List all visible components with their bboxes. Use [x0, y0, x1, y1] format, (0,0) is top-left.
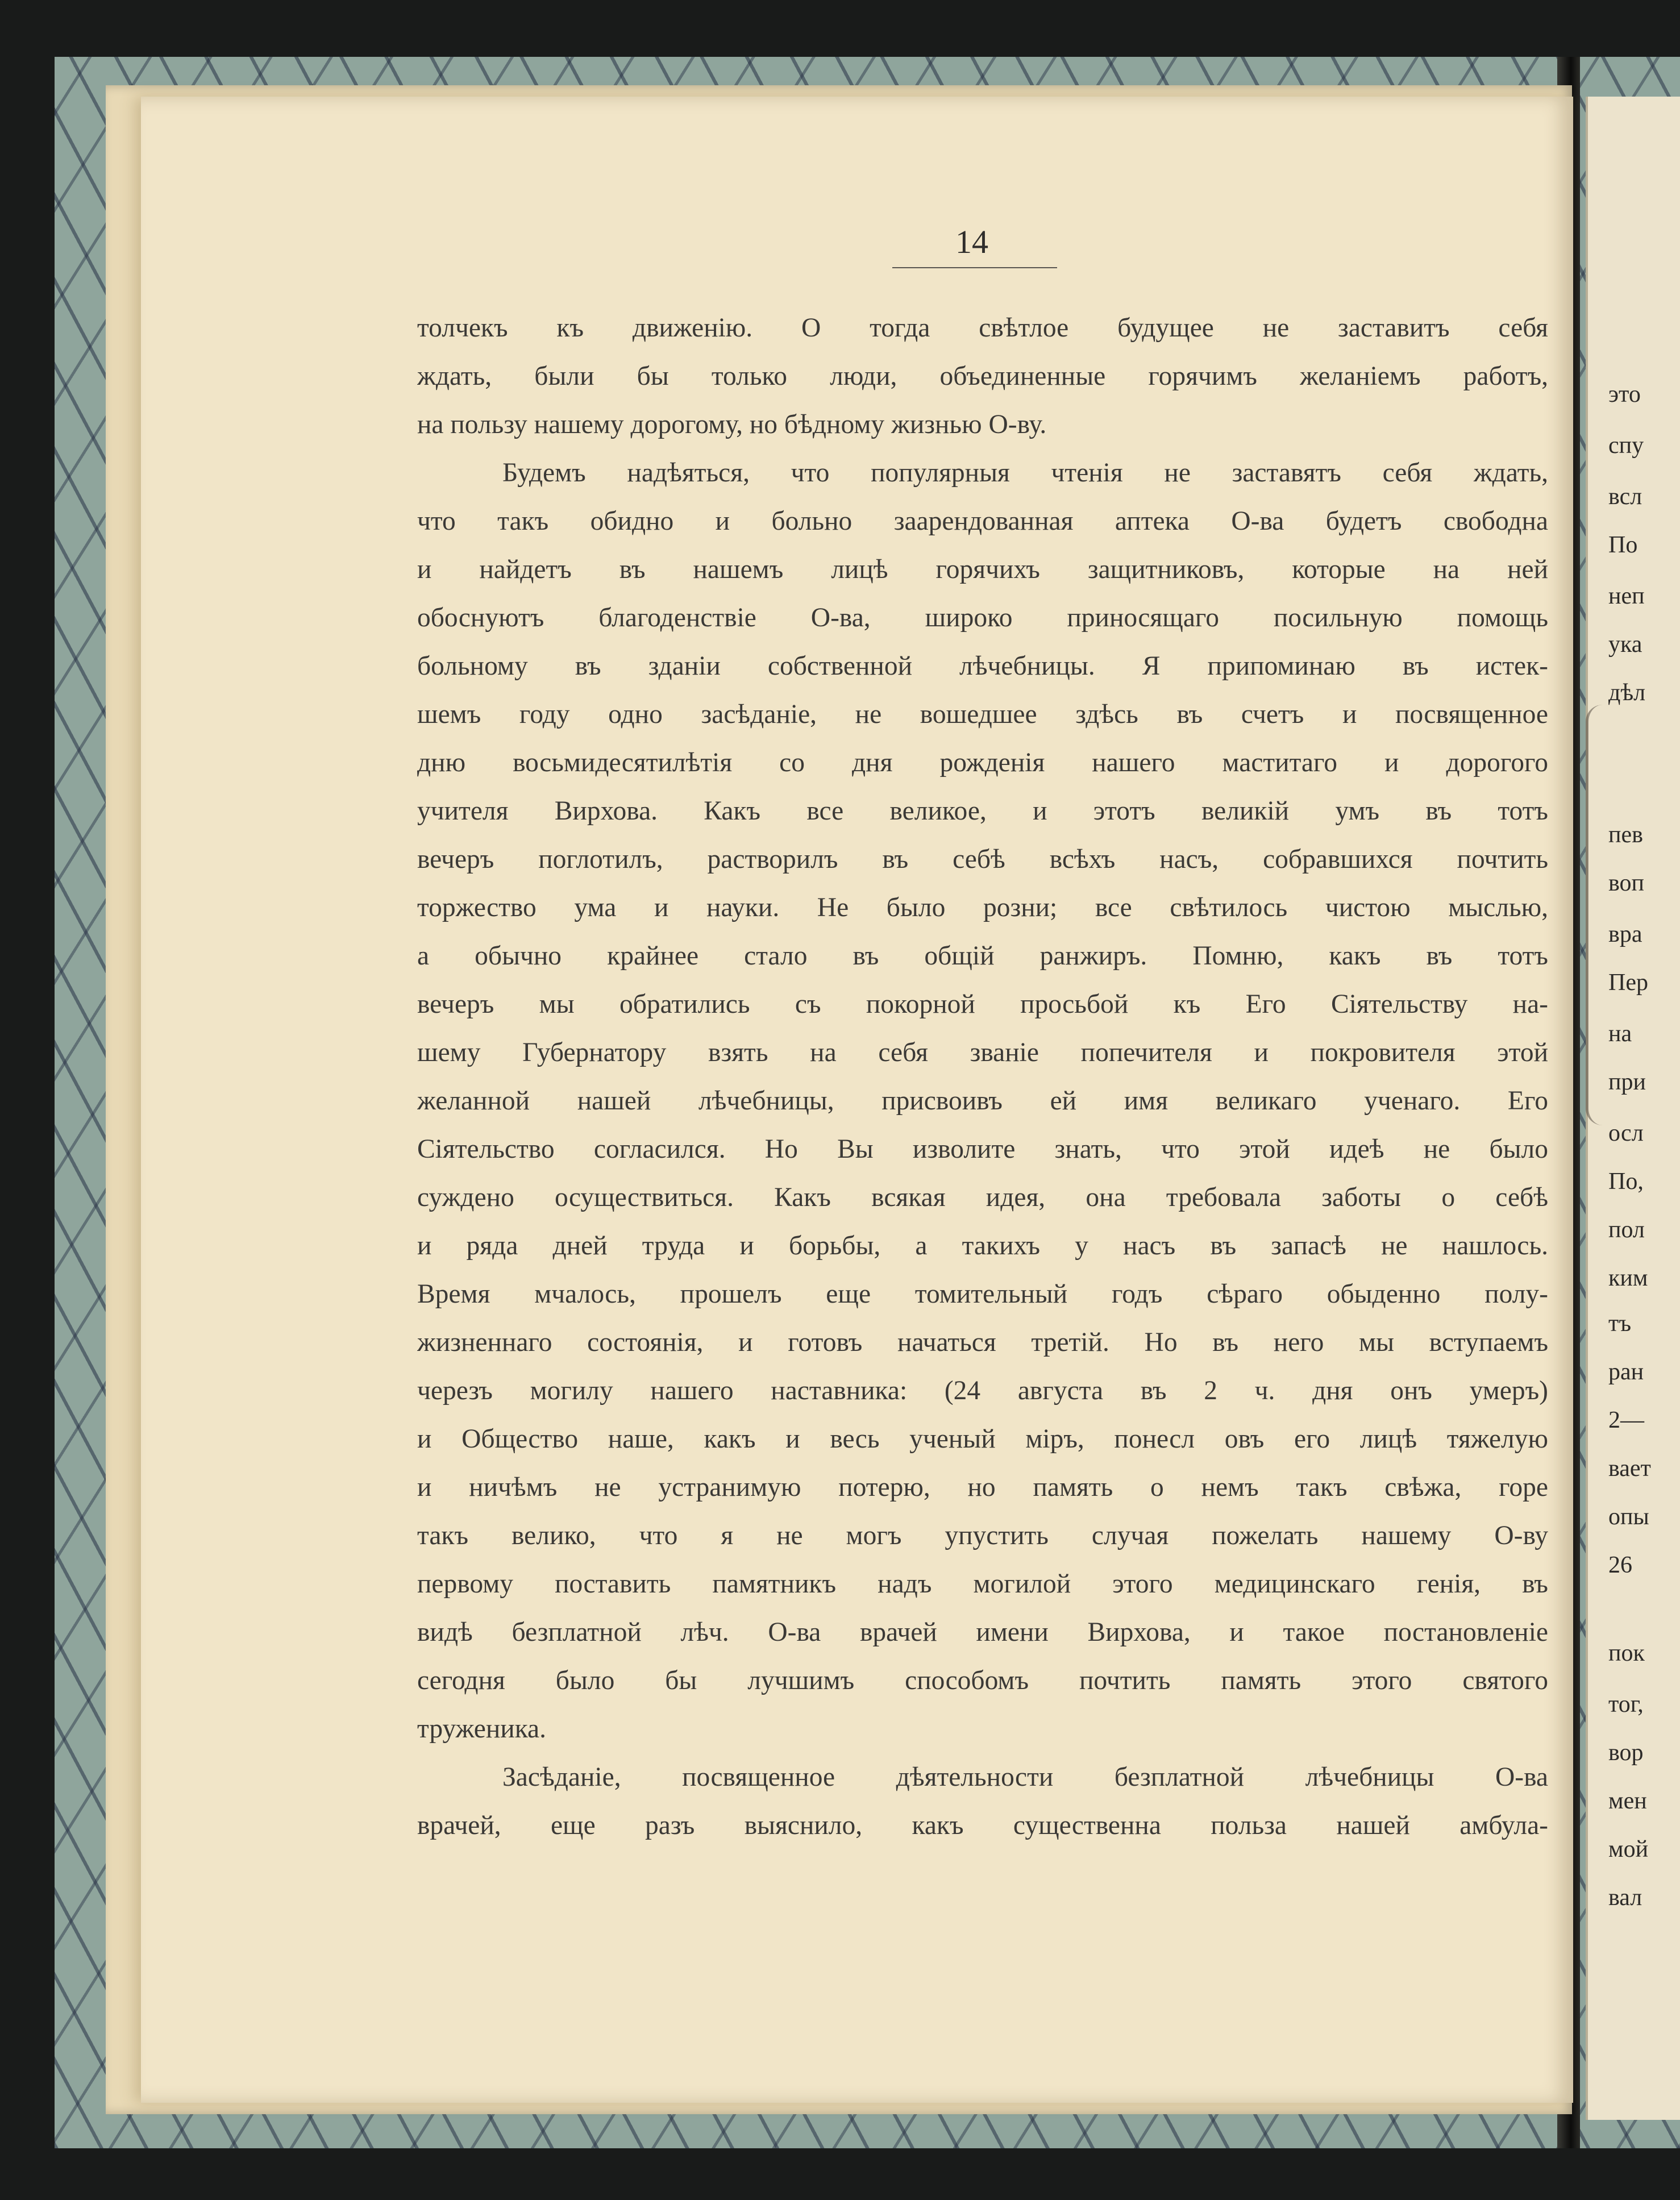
text-line: шемъ году одно засѣданіе, не вошедшее здѣсь въ счетъ и посвященное	[417, 700, 1548, 729]
text-line: и Общество наше, какъ и весь ученый міръ, понесл овъ его лицѣ тяжелую	[417, 1424, 1548, 1454]
body-text	[417, 304, 1548, 1850]
text-line: вечеръ поглотилъ, растворилъ въ себѣ всѣхъ насъ, собравшихся почтить	[417, 845, 1548, 874]
text-line: такъ велико, что я не могъ упустить случая пожелать нашему О-ву	[417, 1521, 1548, 1550]
facing-page-fragment: 2—	[1608, 1407, 1644, 1433]
facing-page-fragment: Пер	[1608, 970, 1648, 996]
facing-page-fragment: вра	[1608, 921, 1642, 947]
text-line: первому поставить памятникъ надъ могилой этого медицинскаго генія, въ	[417, 1569, 1548, 1599]
text-line: сегодня было бы лучшимъ способомъ почтить память этого святого	[417, 1666, 1548, 1695]
text-line: а обычно крайнее стало въ общій ранжиръ. Помню, какъ въ тотъ	[417, 941, 1548, 971]
page-number: 14	[955, 223, 988, 260]
facing-page-fragment: пок	[1608, 1640, 1645, 1666]
facing-page-fragment: тъ	[1608, 1311, 1632, 1337]
text-line: шему Губернатору взять на себя званіе попечителя и покровителя этой	[417, 1038, 1548, 1067]
text-line: труженика.	[417, 1714, 547, 1744]
facing-page-fragment: опы	[1608, 1504, 1649, 1530]
facing-page-fragment: дѣл	[1608, 680, 1646, 706]
text-line: больному въ зданіи собственной лѣчебницы. Я припоминаю въ истек-	[417, 651, 1548, 681]
text-line: жизненнаго состоянія, и готовъ начаться третій. Но въ него мы вступаемъ	[417, 1328, 1548, 1357]
text-line: Время мчалось, прошелъ еще томительный годъ сѣраго обыденно полу-	[417, 1279, 1548, 1309]
text-line: и ряда дней труда и борьбы, а такихъ у насъ въ запасѣ не нашлось.	[417, 1231, 1548, 1261]
facing-page-fragment: спу	[1608, 432, 1644, 459]
page-number-rule	[892, 267, 1057, 268]
facing-page-fragment: вал	[1608, 1885, 1642, 1911]
facing-page-fragment: пев	[1608, 822, 1643, 848]
text-line: толчекъ къ движенію. О тогда свѣтлое будущее не заставитъ себя	[417, 313, 1548, 343]
facing-page-fragment: мен	[1608, 1788, 1647, 1814]
text-line: и найдетъ въ нашемъ лицѣ горячихъ защитниковъ, которые на ней	[417, 555, 1548, 584]
facing-page-fragment: неп	[1608, 583, 1645, 609]
text-line: Будемъ надѣяться, что популярныя чтенія не заставятъ себя ждать,	[502, 458, 1548, 488]
text-line: вечеръ мы обратились съ покорной просьбой къ Его Сіятельству на-	[417, 989, 1548, 1019]
text-line: Сіятельство согласился. Но Вы изволите знать, что этой идеѣ не было	[417, 1134, 1548, 1164]
text-line: на пользу нашему дорогому, но бѣдному жизнью О-ву.	[417, 410, 1047, 439]
facing-page-fragment: мой	[1608, 1836, 1649, 1862]
facing-page-fragment: воп	[1608, 870, 1645, 896]
text-line: дню восьмидесятилѣтія со дня рожденія нашего маститаго и дорогого	[417, 748, 1548, 777]
facing-page-fragment: вает	[1608, 1455, 1651, 1482]
pencil-annotation	[1586, 705, 1628, 1125]
facing-page-fragment: это	[1608, 381, 1641, 407]
facing-page-fragment: пол	[1608, 1217, 1645, 1243]
facing-page-fragment: По,	[1608, 1168, 1644, 1195]
text-line: учителя Вирхова. Какъ все великое, и этотъ великій умъ въ тотъ	[417, 796, 1548, 826]
facing-page-fragment: осл	[1608, 1120, 1644, 1146]
facing-page-fragment: ким	[1608, 1265, 1648, 1291]
facing-page-fragment: на	[1608, 1021, 1632, 1047]
facing-page-fragment: ран	[1608, 1359, 1644, 1385]
text-line: черезъ могилу нашего наставника: (24 августа въ 2 ч. дня онъ умеръ)	[417, 1376, 1548, 1405]
text-line: обоснуютъ благоденствіе О-ва, широко приносящаго посильную помощь	[417, 603, 1548, 633]
text-line: торжество ума и науки. Не было розни; все свѣтилось чистою мыслью,	[417, 893, 1548, 922]
text-line: что такъ обидно и больно заарендованная аптека О-ва будетъ свободна	[417, 506, 1548, 536]
facing-page-fragment: при	[1608, 1069, 1646, 1095]
text-line: желанной нашей лѣчебницы, присвоивъ ей имя великаго ученаго. Его	[417, 1086, 1548, 1116]
facing-page-fragment: 26	[1608, 1552, 1632, 1578]
facing-page-fragment: ука	[1608, 631, 1642, 658]
facing-page-fragment: всл	[1608, 484, 1642, 510]
facing-page-fragment: вор	[1608, 1740, 1644, 1766]
facing-page-fragment: По	[1608, 532, 1638, 558]
text-line: видѣ безплатной лѣч. О-ва врачей имени Вирхова, и такое постановленіе	[417, 1617, 1548, 1647]
text-line: и ничѣмъ не устранимую потерю, но память о немъ такъ свѣжа, горе	[417, 1473, 1548, 1502]
text-line: ждать, были бы только люди, объединенные горячимъ желаніемъ работъ,	[417, 361, 1548, 391]
facing-page-fragment: тог,	[1608, 1691, 1644, 1717]
text-line: Засѣданіе, посвященное дѣятельности безплатной лѣчебницы О-ва	[502, 1762, 1548, 1792]
text-line: суждено осуществиться. Какъ всякая идея, она требовала заботы о себѣ	[417, 1183, 1548, 1212]
text-line: врачей, еще разъ выяснило, какъ существенна польза нашей амбула-	[417, 1811, 1548, 1840]
